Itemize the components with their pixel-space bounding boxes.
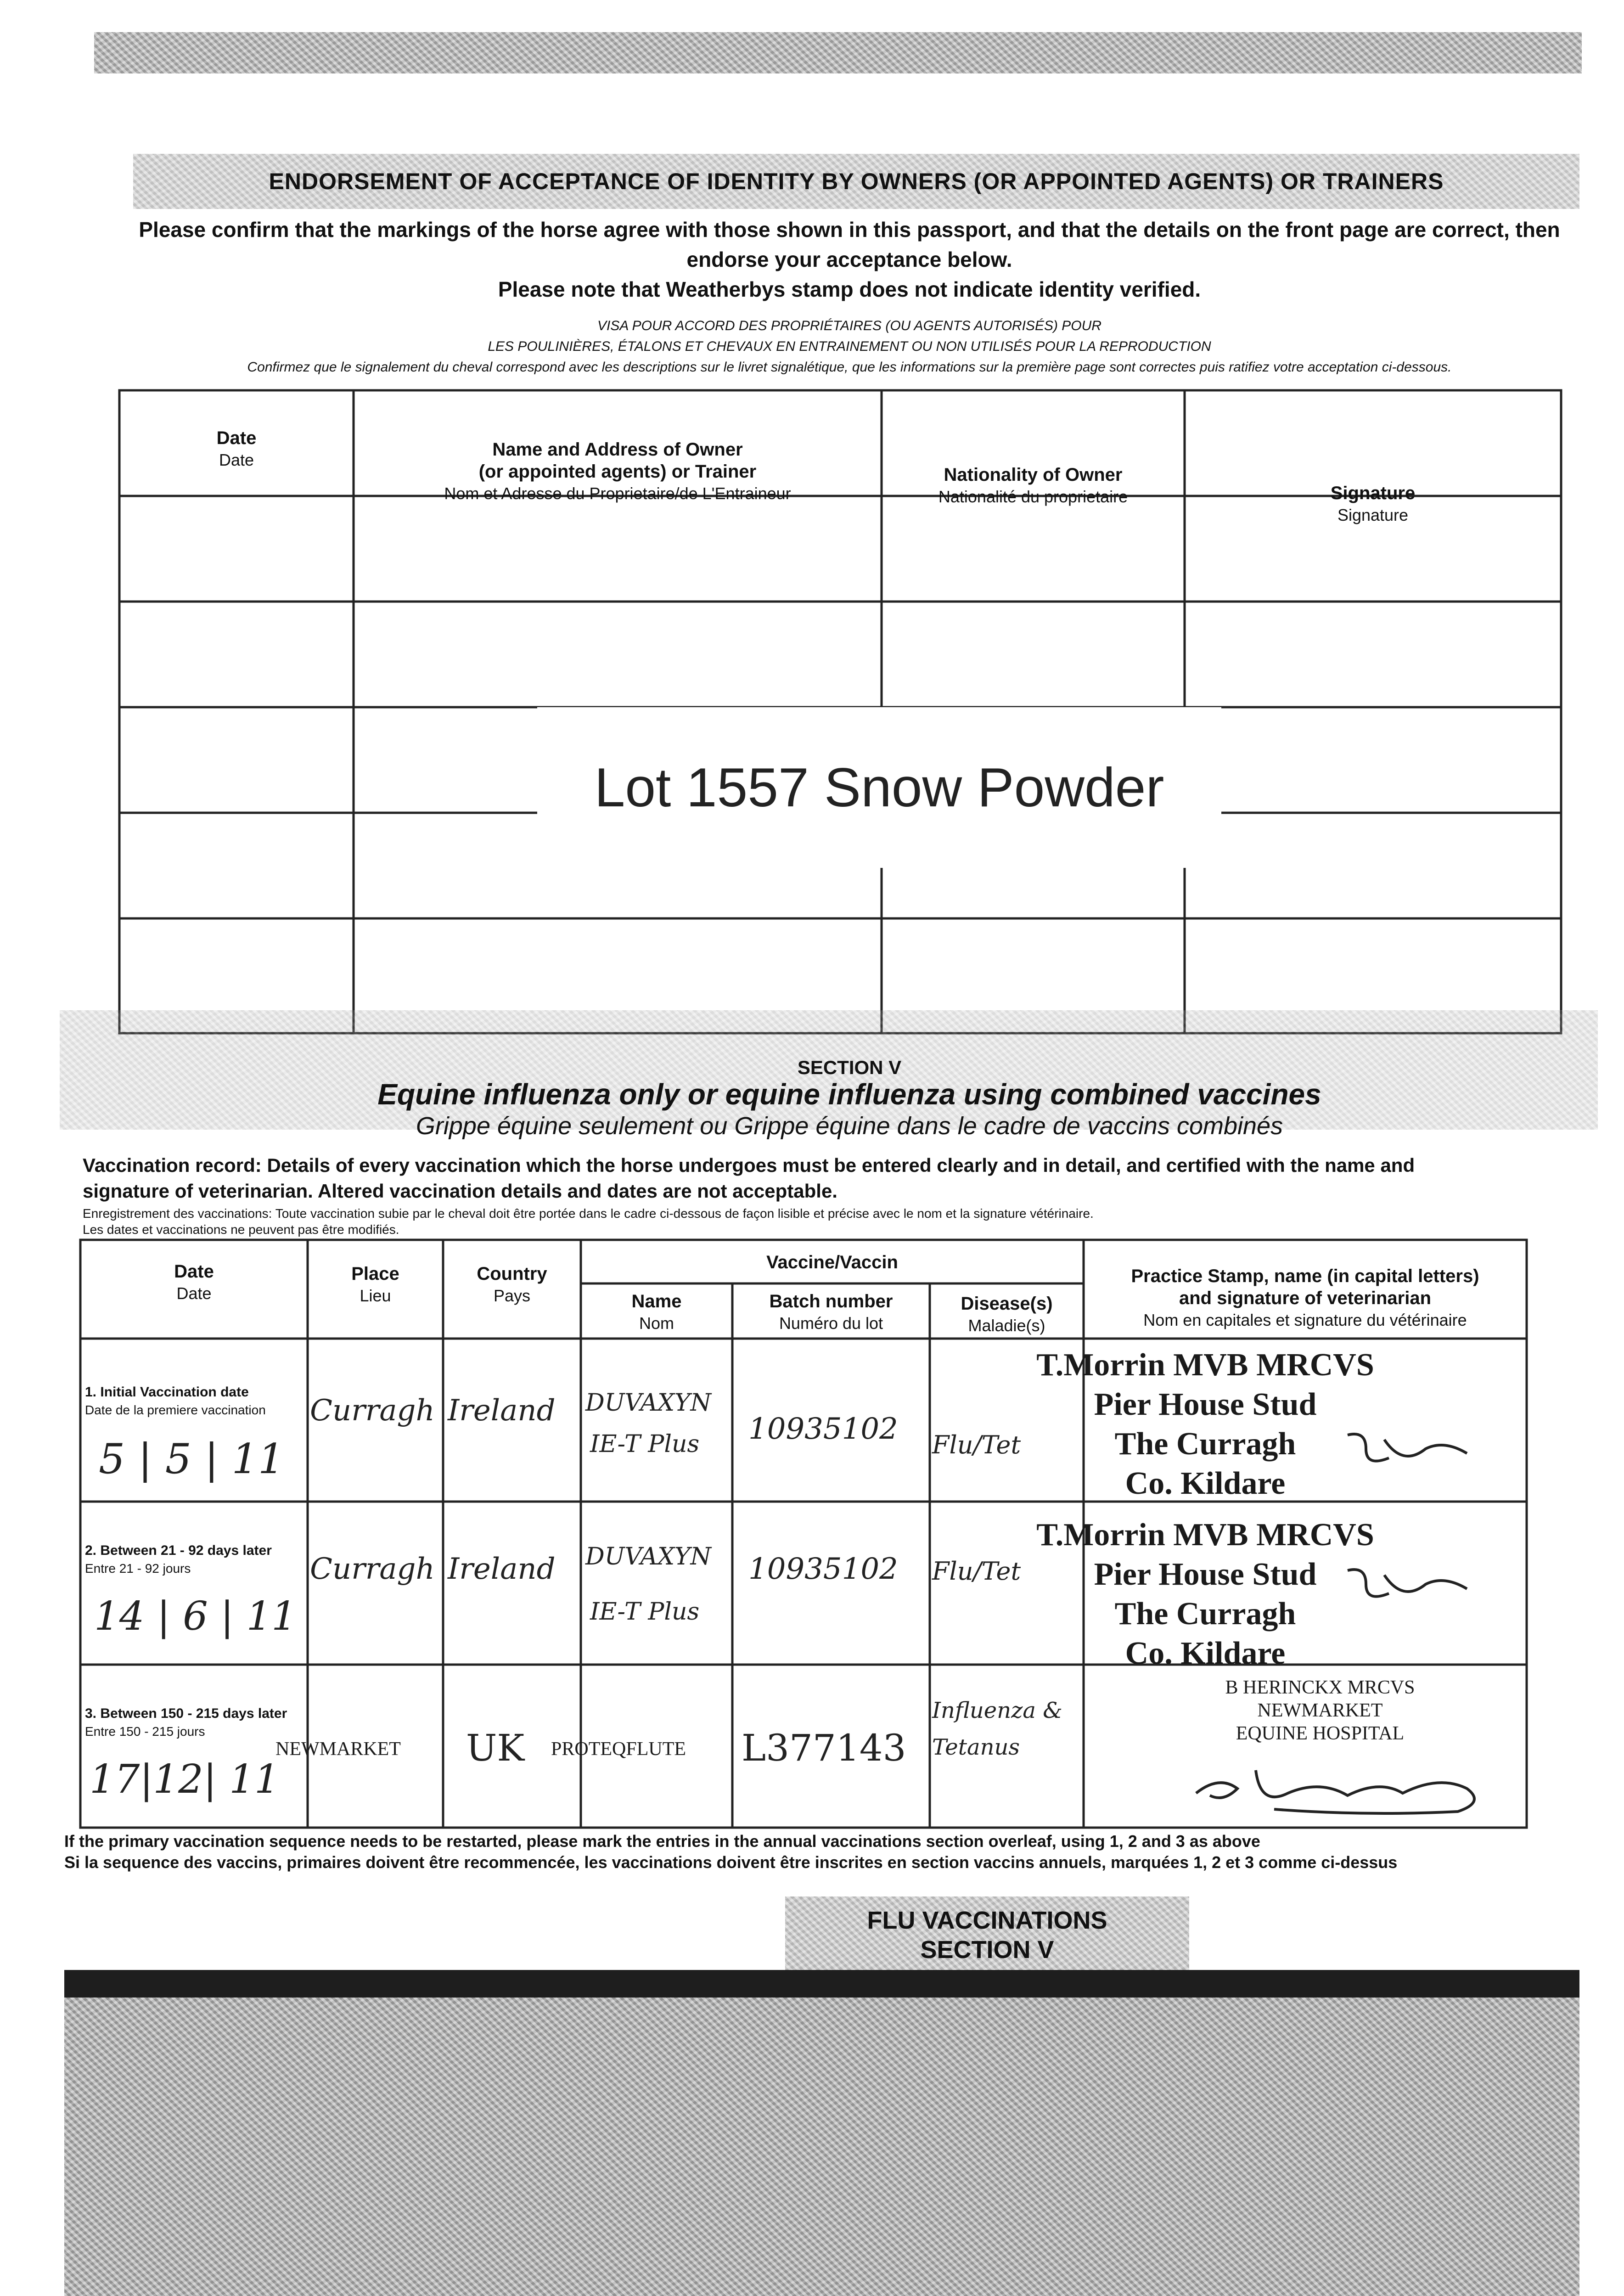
- stamp-line: EQUINE HOSPITAL: [1236, 1723, 1405, 1744]
- vacc-col-date-en: Date: [174, 1261, 214, 1282]
- vaccination-country: Ireland: [448, 1552, 556, 1586]
- vacc-col-batch-fr: Numéro du lot: [779, 1314, 883, 1333]
- restart-note-en: If the primary vaccination sequence needs to be restarted, please mark the entries in the annual vaccinations section overleaf, using 1, 2 and 3 as above: [64, 1832, 1260, 1851]
- vacc-col-country: [445, 1263, 579, 1307]
- stamp-line: T.Morrin MVB MRCVS: [1036, 1517, 1374, 1553]
- stamp-line: Co. Kildare: [1125, 1636, 1286, 1671]
- endorse-col-date-fr: Date: [219, 450, 254, 469]
- row-label: 2. Between 21 - 92 days later: [85, 1543, 272, 1558]
- endorse-col-owner-en: Name and Address of Owner: [492, 439, 743, 460]
- scan-dark-band: [64, 1970, 1579, 1998]
- vaccine-name-1: DUVAXYN: [585, 1389, 711, 1417]
- vacc-col-date: [83, 1261, 305, 1305]
- vaccination-record-fr-2: Les dates et vaccinations ne peuvent pas être modifiés.: [83, 1222, 399, 1237]
- vacc-col-place: [310, 1263, 441, 1307]
- stamp-line: B HERINCKX MRCVS: [1225, 1677, 1415, 1698]
- endorsement-instruction-1: Please confirm that the markings of the horse agree with those shown in this passport, and that the details on the front page are correct, then: [139, 218, 1560, 242]
- vaccine-name-1: DUVAXYN: [585, 1543, 711, 1570]
- vacc-col-disease-en: Disease(s): [961, 1294, 1053, 1314]
- vacc-col-country-en: Country: [477, 1264, 547, 1284]
- vacc-col-name-fr: Nom: [639, 1314, 674, 1333]
- vacc-col-place-en: Place: [351, 1264, 399, 1284]
- vet-signature: [1182, 1752, 1513, 1821]
- vet-signature: [1338, 1557, 1476, 1612]
- batch-number: L377143: [742, 1727, 906, 1769]
- endorse-col-owner-en2: (or appointed agents) or Trainer: [478, 461, 757, 482]
- vaccination-record-fr-1: Enregistrement des vaccinations: Toute vaccination subie par le cheval doit être portée dans le cadre ci-dessous de façon lisible et précise avec le nom et la signature vétérinaire.: [83, 1206, 1094, 1221]
- endorse-col-nationality-en: Nationality of Owner: [944, 465, 1123, 485]
- vacc-col-practice-en1: Practice Stamp, name (in capital letters): [1131, 1266, 1479, 1286]
- vet-stamp: [1118, 1676, 1522, 1745]
- stamp-line: Pier House Stud: [1094, 1387, 1317, 1422]
- endorsement-title: ENDORSEMENT OF ACCEPTANCE OF IDENTITY BY OWNERS (OR APPOINTED AGENTS) OR TRAINERS: [269, 169, 1444, 194]
- row-label: 3. Between 150 - 215 days later: [85, 1706, 287, 1721]
- vacc-col-practice-en2: and signature of veterinarian: [1179, 1288, 1432, 1308]
- endorse-col-signature-en: Signature: [1330, 483, 1416, 503]
- vacc-col-name: [583, 1290, 730, 1334]
- endorsement-instruction-2: endorse your acceptance below.: [686, 248, 1012, 271]
- lot-label: Lot 1557 Snow Powder: [594, 757, 1164, 818]
- footer-tab-line-1: FLU VACCINATIONS: [867, 1907, 1107, 1934]
- vacc-col-name-en: Name: [631, 1291, 682, 1311]
- endorse-col-nationality-fr: Nationalité du proprietaire: [938, 487, 1128, 506]
- row-label-fr: Entre 150 - 215 jours: [85, 1724, 205, 1739]
- vacc-col-batch-en: Batch number: [769, 1291, 893, 1311]
- endorsement-fr-1: VISA POUR ACCORD DES PROPRIÉTAIRES (OU AGENTS AUTORISÉS) POUR: [597, 318, 1101, 333]
- restart-note-fr: Si la sequence des vaccins, primaires doivent être recommencée, les vaccinations doivent être inscrites en section vaccins annuels, marquées 1, 2 et 3 comme ci-dessus: [64, 1853, 1398, 1872]
- vaccination-row-3: [80, 1665, 1527, 1828]
- vacc-col-disease-fr: Maladie(s): [968, 1316, 1045, 1335]
- vaccination-place: NEWMARKET: [275, 1739, 401, 1760]
- disease: Influenza & Tetanus: [932, 1698, 1063, 1760]
- vacc-col-date-fr: Date: [176, 1284, 212, 1303]
- scan-noise-bottom: [64, 1998, 1579, 2296]
- vaccination-date: 17|12| 11: [90, 1756, 280, 1802]
- footer-tab-label: [785, 1906, 1189, 1964]
- row-label: 1. Initial Vaccination date: [85, 1384, 249, 1400]
- endorse-col-date-en: Date: [216, 428, 257, 448]
- row-label-fr: Entre 21 - 92 jours: [85, 1561, 191, 1576]
- vacc-col-disease: [932, 1293, 1081, 1337]
- vaccination-date: 5 | 5 | 11: [99, 1435, 285, 1483]
- vacc-col-batch: [735, 1290, 927, 1334]
- vacc-col-practice-fr: Nom en capitales et signature du vétérinaire: [1143, 1311, 1467, 1329]
- vaccine-name-2: IE-T Plus: [590, 1598, 700, 1626]
- batch-number: 10935102: [748, 1412, 898, 1446]
- endorsement-fr-3: Confirmez que le signalement du cheval correspond avec les descriptions sur le livret signalétique, que les informations sur la première page sont correctes puis ratifiez votre acceptation ci-dessous.: [247, 360, 1452, 375]
- stamp-line: T.Morrin MVB MRCVS: [1036, 1347, 1374, 1383]
- vaccine-name-1: PROTEQFLUTE: [551, 1739, 686, 1760]
- batch-number: 10935102: [748, 1552, 898, 1586]
- vacc-col-practice: [1086, 1265, 1524, 1331]
- endorsement-fr-2: LES POULINIÈRES, ÉTALONS ET CHEVAUX EN ENTRAINEMENT OU NON UTILISÉS POUR LA REPRODUCTION: [488, 339, 1211, 354]
- stamp-line: Pier House Stud: [1094, 1557, 1317, 1592]
- vaccination-country: Ireland: [448, 1394, 556, 1428]
- vet-signature: [1338, 1421, 1476, 1476]
- section-v-title-fr: Grippe équine seulement ou Grippe équine dans le cadre de vaccins combinés: [416, 1112, 1283, 1140]
- vaccination-row-1: [80, 1339, 1527, 1502]
- endorse-col-signature-fr: Signature: [1337, 506, 1409, 524]
- vaccine-name-2: IE-T Plus: [590, 1430, 700, 1458]
- row-label-fr: Date de la premiere vaccination: [85, 1403, 266, 1417]
- vaccination-country: UK: [466, 1727, 525, 1769]
- stamp-line: The Curragh: [1114, 1596, 1296, 1632]
- vaccination-record-line-2: signature of veterinarian. Altered vaccination details and dates are not acceptable.: [83, 1180, 837, 1202]
- vaccination-row-2: [80, 1502, 1527, 1671]
- disease: Flu/Tet: [932, 1557, 1021, 1586]
- vacc-col-vaccine: Vaccine/Vaccin: [766, 1252, 898, 1272]
- vaccination-record-line-1: Vaccination record: Details of every vaccination which the horse undergoes must be entered clearly and in detail, and certified with the name and: [83, 1154, 1415, 1176]
- section-v-title-en: Equine influenza only or equine influenza using combined vaccines: [377, 1078, 1321, 1111]
- vaccination-place: Curragh: [310, 1394, 435, 1428]
- disease: Flu/Tet: [932, 1430, 1021, 1459]
- vaccination-date: 14 | 6 | 11: [94, 1593, 297, 1639]
- vacc-col-country-fr: Pays: [493, 1286, 531, 1305]
- endorse-col-owner-fr: Nom et Adresse du Proprietaire/de L'Entraineur: [444, 484, 791, 503]
- section-v-label: SECTION V: [797, 1057, 902, 1078]
- stamp-line: NEWMARKET: [1257, 1700, 1383, 1721]
- footer-tab-line-2: SECTION V: [920, 1936, 1054, 1964]
- stamp-line: Co. Kildare: [1125, 1466, 1286, 1501]
- vacc-col-place-fr: Lieu: [360, 1286, 391, 1305]
- stamp-note: Please note that Weatherbys stamp does not indicate identity verified.: [498, 277, 1201, 301]
- vaccination-place: Curragh: [310, 1552, 435, 1586]
- stamp-line: The Curragh: [1114, 1426, 1296, 1462]
